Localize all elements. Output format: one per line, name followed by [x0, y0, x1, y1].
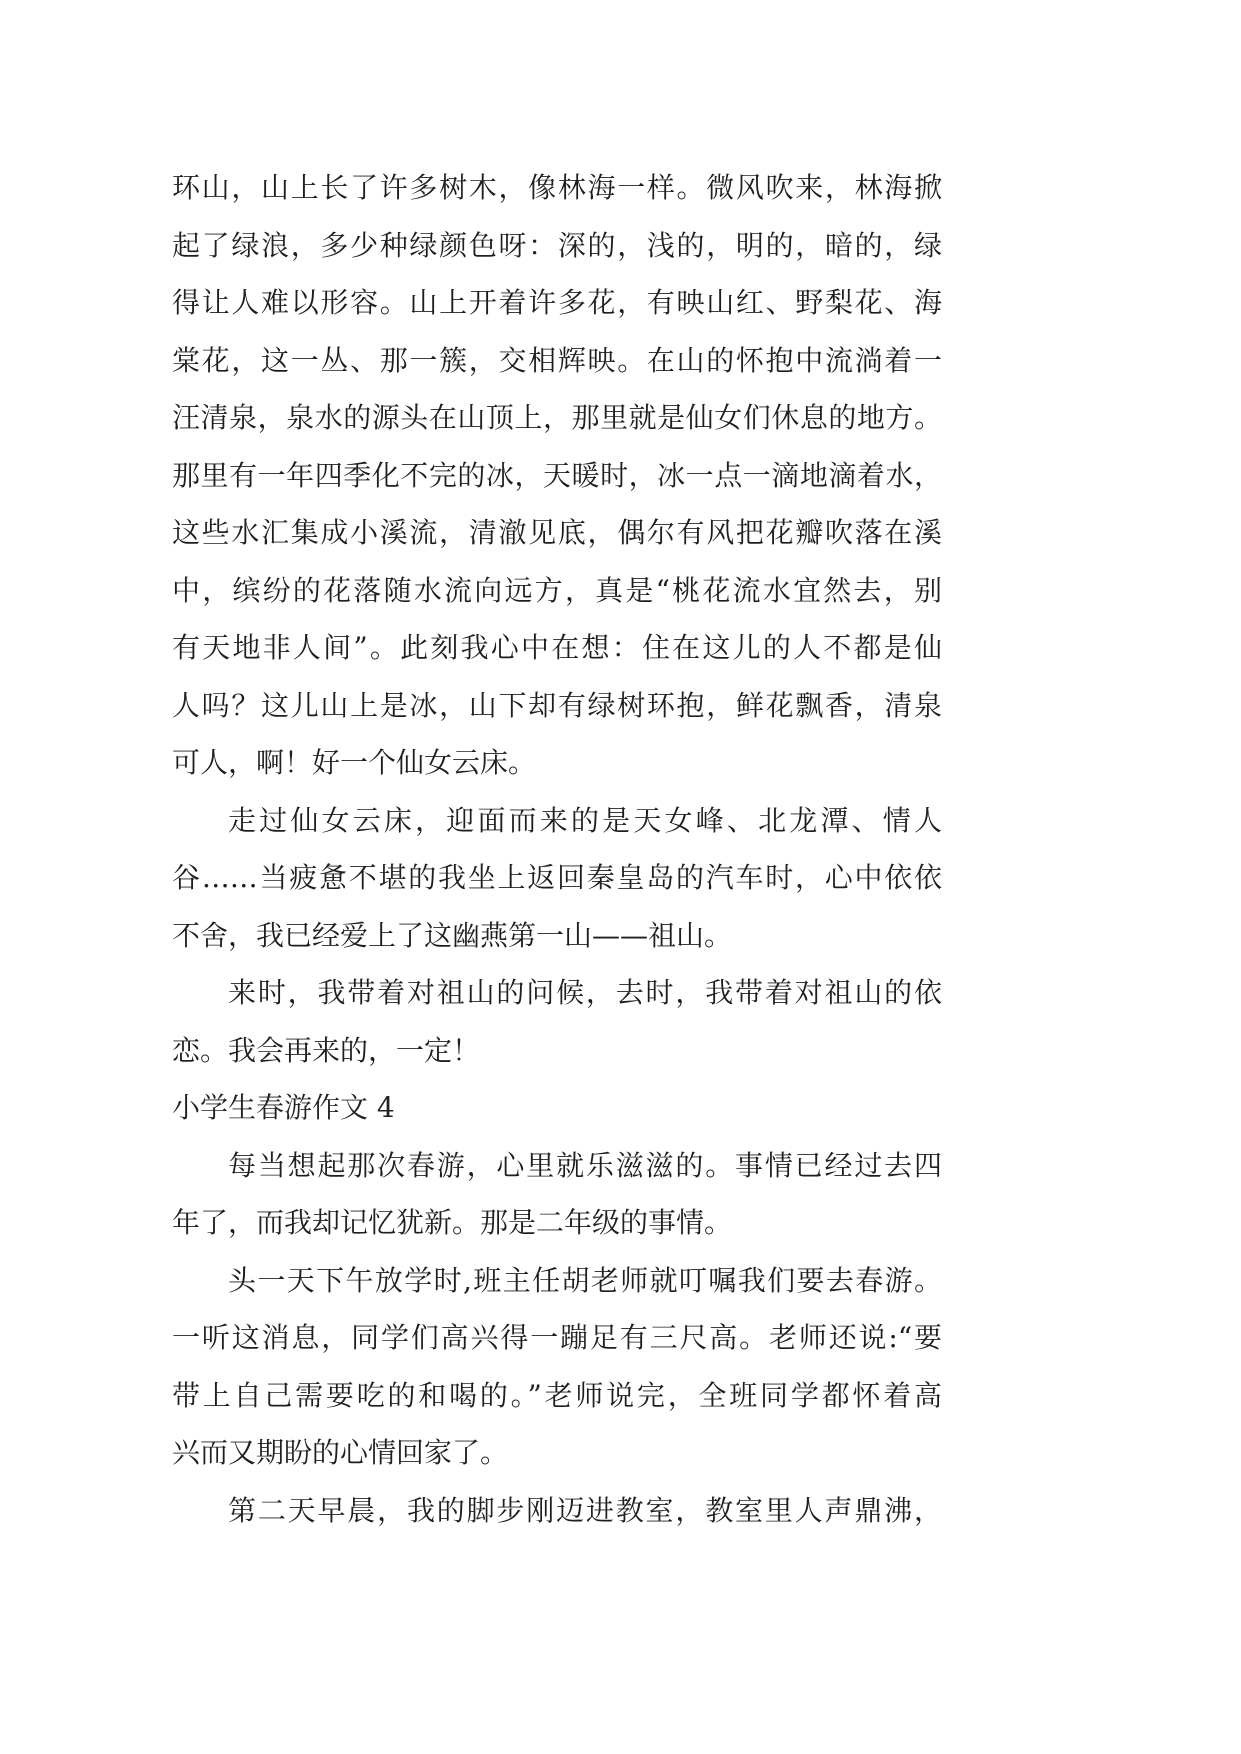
paragraph	[172, 964, 942, 1079]
text-line: 不舍，我已经爱上了这幽燕第一山——祖山。	[172, 918, 733, 952]
text-line: 一听这消息，同学们高兴得一蹦足有三尺高。老师还说:“要	[172, 1321, 942, 1354]
text-line: 带上自己需要吃的和喝的。”老师说完，全班同学都怀着高	[172, 1378, 942, 1412]
paragraph	[172, 792, 942, 965]
text-line: 环山，山上长了许多树木，像林海一样。微风吹来，林海掀	[172, 171, 942, 204]
text-line: 那里有一年四季化不完的冰，天暖时，冰一点一滴地滴着水，	[172, 458, 942, 492]
text-line: 走过仙女云床，迎面而来的是天女峰、北龙潭、情人	[228, 803, 942, 837]
text-line: 年了，而我却记忆犹新。那是二年级的事情。	[172, 1206, 733, 1239]
text-line: 中，缤纷的花落随水流向远方，真是“桃花流水宜然去，别	[172, 573, 942, 607]
text-line: 人吗？这儿山上是冰，山下却有绿树环抱，鲜花飘香，清泉	[172, 688, 942, 722]
text-line: 头一天下午放学时,班主任胡老师就叮嘱我们要去春游。	[228, 1263, 942, 1297]
text-line: 得让人难以形容。山上开着许多花，有映山红、野梨花、海	[172, 286, 942, 319]
text-line: 谷……当疲惫不堪的我坐上返回秦皇岛的汽车时，心中依依	[172, 861, 942, 894]
text-line: 来时，我带着对祖山的问候，去时，我带着对祖山的依	[228, 976, 942, 1009]
text-line: 棠花，这一丛、那一簇，交相辉映。在山的怀抱中流淌着一	[172, 343, 942, 377]
text-line: 这些水汇集成小溪流，清澈见底，偶尔有风把花瓣吹落在溪	[172, 516, 942, 549]
text-line: 每当想起那次春游，心里就乐滋滋的。事情已经过去四	[228, 1148, 942, 1182]
paragraph	[172, 1482, 942, 1540]
paragraph	[172, 1137, 942, 1252]
text-line: 有天地非人间”。此刻我心中在想：住在这儿的人不都是仙	[172, 631, 942, 664]
text-line: 恋。我会再来的，一定！	[172, 1033, 481, 1067]
paragraph	[172, 159, 942, 792]
essay-title: 小学生春游作文 4	[172, 1091, 395, 1124]
text-line: 第二天早晨，我的脚步刚迈进教室，教室里人声鼎沸，	[228, 1493, 942, 1527]
text-line: 汪清泉，泉水的源头在山顶上，那里就是仙女们休息的地方。	[172, 401, 942, 434]
text-line: 起了绿浪，多少种绿颜色呀：深的，浅的，明的，暗的，绿	[172, 228, 942, 262]
paragraph	[172, 1252, 942, 1482]
text-line: 可人，啊！好一个仙女云床。	[172, 746, 537, 779]
text-line: 兴而又期盼的心情回家了。	[172, 1436, 509, 1469]
document-body	[172, 159, 942, 1539]
